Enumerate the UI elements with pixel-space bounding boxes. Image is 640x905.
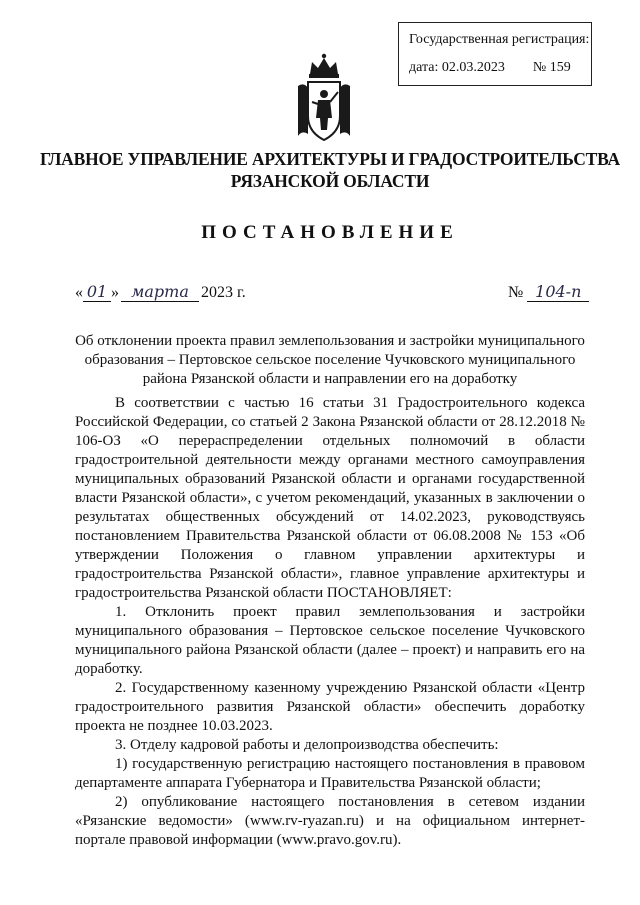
- document-body: [75, 394, 585, 850]
- document-type: ПОСТАНОВЛЕНИЕ: [201, 222, 459, 243]
- organization-line-1: ГЛАВНОЕ УПРАВЛЕНИЕ АРХИТЕКТУРЫ И ГРАДОСТРОИТЕЛЬСТВА: [40, 149, 620, 169]
- paragraph-item-3-2: 2) опубликование настоящего постановления в сетевом издании «Рязанские ведомости» (www.rv-ryazan.ru) и на официальном интернет-портале правовой информации (www.pravo.gov.ru).: [75, 794, 585, 848]
- document-number: [508, 282, 589, 302]
- paragraph-item-2: 2. Государственному казенному учреждению Рязанской области «Центр градостроительного развития Рязанской области» обеспечить доработку проекта не позднее 10.03.2023.: [75, 680, 585, 734]
- paragraph-item-1: 1. Отклонить проект правил землепользования и застройки муниципального образования – Пертовское сельское поселение Чучковского муниципального района Рязанской области (далее – проект) и направить его на доработку.: [75, 604, 585, 677]
- registration-label: Государственная регистрация:: [409, 32, 590, 47]
- organization-name: [40, 148, 620, 192]
- paragraph-preamble: В соответствии с частью 16 статьи 31 Градостроительного кодекса Российской Федерации, со статьей 2 Закона Рязанской области от 28.12.2018 № 106-ОЗ «О перераспределении отдельных полномочий в области градостроительной деятельности между органами местного самоуправления муниципальных образований Рязанской области и органами государственной власти Рязанской области», с учетом рекомендаций, указанных в заключении о результатах общественных обсуждений от 14.02.2023, руководствуясь постановлением Правительства Рязанской области от 06.08.2008 № 153 «Об утверждении Положения о главном управлении архитектуры и градостроительства Рязанской области», главное управление архитектуры и градостроительства Рязанской области ПОСТАНОВЛЯЕТ:: [75, 395, 585, 601]
- date-day: 01: [83, 282, 111, 302]
- date-month: марта: [121, 282, 199, 302]
- date-year: 2023 г.: [201, 284, 246, 301]
- number-value: 104-п: [527, 282, 589, 302]
- paragraph-item-3: 3. Отделу кадровой работы и делопроизводства обеспечить:: [115, 737, 499, 753]
- document-date: [75, 282, 246, 302]
- document-subject: Об отклонении проекта правил землепользования и застройки муниципального образования – Пертовское сельское поселение Чучковского муниципального района Рязанской области и направлении его на доработку: [75, 333, 585, 387]
- number-prefix: №: [508, 284, 524, 301]
- registration-number: № 159: [532, 60, 571, 75]
- date-open-quote: «: [75, 284, 83, 301]
- date-close-quote: »: [111, 284, 119, 301]
- organization-line-2: РЯЗАНСКОЙ ОБЛАСТИ: [230, 171, 430, 191]
- registration-stamp: [398, 22, 592, 86]
- coat-of-arms-icon: [294, 52, 354, 144]
- registration-details: [409, 59, 591, 77]
- registration-date: дата: 02.03.2023: [409, 60, 505, 75]
- paragraph-item-3-1: 1) государственную регистрацию настоящего постановления в правовом департаменте аппарата Губернатора и Правительства Рязанской области;: [75, 756, 585, 791]
